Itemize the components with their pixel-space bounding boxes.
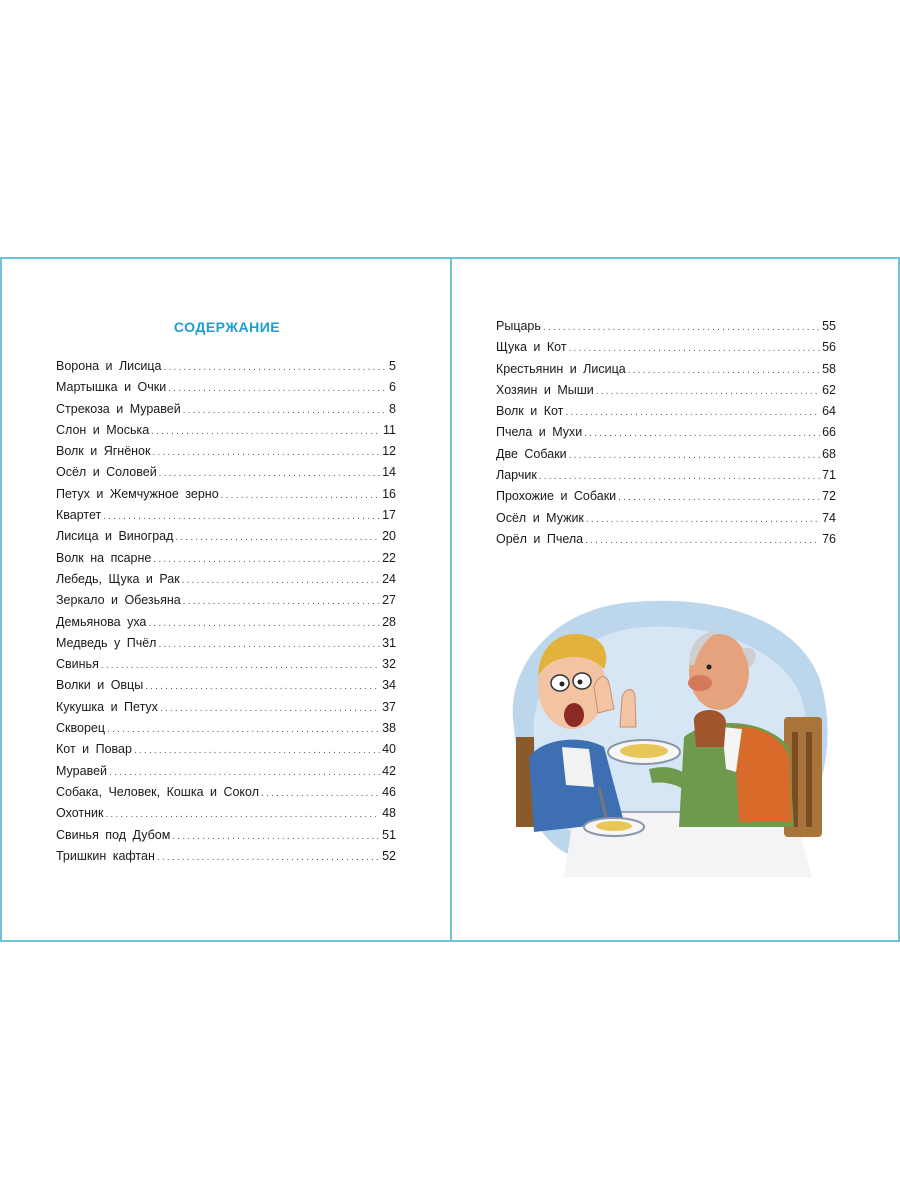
dot-leader [152, 447, 380, 458]
toc-entry-page-number: 37 [382, 699, 396, 714]
toc-entry [56, 444, 396, 465]
dot-leader [628, 365, 820, 376]
toc-entry-title: Лисица и Виноград [56, 529, 174, 544]
dot-leader [160, 703, 380, 714]
toc-entry [56, 828, 396, 849]
toc-entry [56, 721, 396, 742]
toc-entry [56, 806, 396, 827]
toc-entry-title: Слон и Моська [56, 422, 150, 437]
toc-entry-page-number: 52 [382, 848, 396, 863]
toc-entry-page-number: 38 [382, 721, 396, 736]
dot-leader [107, 724, 380, 735]
dot-leader [103, 511, 380, 522]
toc-entry-page-number: 71 [822, 468, 836, 483]
toc-entry [56, 849, 396, 870]
toc-entry-title: Ворона и Лисица [56, 359, 162, 373]
toc-entry-title: Осёл и Мужик [496, 510, 584, 525]
dot-leader [543, 322, 820, 333]
toc-entry [496, 340, 836, 361]
toc-entry-page-number: 6 [389, 380, 396, 395]
toc-entry-page-number: 27 [382, 593, 396, 608]
toc-entry-title: Рыцарь [496, 319, 541, 333]
toc-entry-title: Две Собаки [496, 446, 567, 461]
toc-entry-title: Кукушка и Петух [56, 699, 158, 714]
toc-list-right [496, 319, 836, 553]
toc-entry-page-number: 31 [382, 635, 396, 650]
toc-entry-title: Муравей [56, 763, 108, 778]
toc-entry [496, 489, 836, 510]
dot-leader [618, 492, 820, 503]
dot-leader [164, 362, 388, 373]
dot-leader [183, 596, 380, 607]
dot-leader [153, 554, 380, 565]
toc-entry [56, 700, 396, 721]
toc-entry [496, 404, 836, 425]
toc-entry-page-number: 12 [382, 444, 396, 459]
toc-entry-title: Осёл и Соловей [56, 465, 157, 480]
toc-entry-title: Квартет [56, 508, 102, 523]
dot-leader [101, 660, 380, 671]
toc-entry [56, 615, 396, 636]
dot-leader [221, 490, 380, 501]
toc-entry-page-number: 62 [822, 382, 836, 397]
toc-entry-page-number: 34 [382, 678, 396, 693]
toc-entry-page-number: 16 [382, 486, 396, 501]
right-page [450, 259, 900, 940]
toc-entry [56, 572, 396, 593]
toc-entry-page-number: 68 [822, 446, 836, 461]
toc-entry [56, 785, 396, 806]
dot-leader [586, 514, 820, 525]
dot-leader [584, 428, 820, 439]
toc-entry-page-number: 8 [389, 401, 396, 416]
dot-leader [539, 471, 820, 482]
toc-entry-title: Прохожие и Собаки [496, 489, 617, 504]
toc-entry [56, 465, 396, 486]
toc-entry-title: Скворец [56, 721, 106, 736]
toc-entry-page-number: 40 [382, 742, 396, 757]
toc-entry [56, 742, 396, 763]
toc-entry-title: Тришкин кафтан [56, 848, 155, 863]
toc-entry-page-number: 72 [822, 489, 836, 504]
toc-entry-page-number: 17 [382, 508, 396, 523]
dot-leader [569, 343, 821, 354]
book-spread [0, 257, 900, 942]
toc-entry [496, 532, 836, 553]
toc-entry-title: Свинья под Дубом [56, 827, 171, 842]
toc-entry [56, 678, 396, 699]
toc-entry [56, 593, 396, 614]
dot-leader [569, 450, 820, 461]
toc-entry-page-number: 42 [382, 763, 396, 778]
dot-leader [157, 852, 380, 863]
toc-entry [496, 468, 836, 489]
toc-entry-title: Мартышка и Очки [56, 380, 167, 395]
toc-entry-title: Волк на псарне [56, 550, 152, 565]
toc-entry-title: Лебедь, Щука и Рак [56, 571, 180, 586]
toc-entry-page-number: 48 [382, 806, 396, 821]
toc-entry-page-number: 14 [382, 465, 396, 480]
toc-entry-page-number: 11 [383, 422, 396, 437]
toc-entry-title: Зеркало и Обезьяна [56, 593, 181, 608]
toc-entry-page-number: 66 [822, 425, 836, 440]
toc-entry-page-number: 28 [382, 614, 396, 629]
toc-entry-page-number: 55 [822, 319, 836, 333]
toc-entry-title: Щука и Кот [496, 340, 567, 355]
toc-entry-title: Медведь у Пчёл [56, 635, 157, 650]
toc-entry-page-number: 74 [822, 510, 836, 525]
dot-leader [159, 468, 380, 479]
dot-leader [182, 575, 380, 586]
dot-leader [261, 788, 380, 799]
toc-entry [496, 383, 836, 404]
toc-entry-page-number: 64 [822, 404, 836, 419]
toc-entry-title: Охотник [56, 806, 104, 821]
toc-entry [56, 551, 396, 572]
toc-list-left [56, 359, 396, 870]
toc-entry [496, 447, 836, 468]
toc-entry [496, 425, 836, 446]
toc-entry [56, 402, 396, 423]
toc-entry-title: Пчела и Мухи [496, 425, 583, 440]
toc-entry-page-number: 76 [822, 531, 836, 546]
toc-entry-title: Крестьянин и Лисица [496, 361, 626, 376]
dot-leader [134, 745, 380, 756]
dot-leader [158, 639, 380, 650]
toc-heading: СОДЕРЖАНИЕ [173, 319, 281, 335]
dot-leader [172, 831, 380, 842]
dinner-illustration [494, 587, 834, 877]
toc-entry-page-number: 20 [382, 529, 396, 544]
toc-entry [56, 508, 396, 529]
dot-leader [585, 535, 820, 546]
dot-leader [109, 767, 380, 778]
dot-leader [151, 426, 381, 437]
toc-entry-title: Стрекоза и Муравей [56, 401, 181, 416]
toc-entry-title: Волк и Кот [496, 404, 564, 419]
toc-entry [496, 319, 836, 340]
toc-entry-title: Волки и Овцы [56, 678, 144, 693]
toc-entry [496, 362, 836, 383]
dot-leader [105, 809, 380, 820]
toc-entry-page-number: 46 [382, 784, 396, 799]
toc-entry-title: Орёл и Пчела [496, 531, 584, 546]
toc-entry-page-number: 22 [382, 550, 396, 565]
toc-entry [56, 764, 396, 785]
dot-leader [183, 405, 387, 416]
toc-entry [56, 487, 396, 508]
dot-leader [168, 383, 387, 394]
toc-entry-title: Волк и Ягнёнок [56, 444, 151, 459]
toc-entry [56, 359, 396, 380]
toc-entry-page-number: 32 [382, 657, 396, 672]
dot-leader [145, 681, 380, 692]
toc-entry-title: Хозяин и Мыши [496, 382, 594, 397]
toc-entry-title: Петух и Жемчужное зерно [56, 486, 219, 501]
toc-entry-page-number: 56 [822, 340, 836, 355]
toc-entry-page-number: 51 [382, 827, 396, 842]
dot-leader [596, 386, 820, 397]
dot-leader [565, 407, 820, 418]
toc-entry [56, 636, 396, 657]
toc-entry [56, 380, 396, 401]
toc-entry-title: Кот и Повар [56, 742, 132, 757]
toc-entry-title: Демьянова уха [56, 614, 147, 629]
toc-entry-page-number: 58 [822, 361, 836, 376]
toc-entry-title: Собака, Человек, Кошка и Сокол [56, 784, 260, 799]
toc-entry-page-number: 5 [389, 359, 396, 373]
left-page [0, 259, 450, 940]
toc-entry-title: Свинья [56, 657, 99, 672]
toc-entry-title: Ларчик [496, 468, 537, 483]
dot-leader [148, 618, 380, 629]
dot-leader [175, 532, 380, 543]
toc-entry [56, 423, 396, 444]
toc-entry-page-number: 24 [382, 571, 396, 586]
toc-entry [496, 511, 836, 532]
toc-entry [56, 657, 396, 678]
toc-entry [56, 529, 396, 550]
